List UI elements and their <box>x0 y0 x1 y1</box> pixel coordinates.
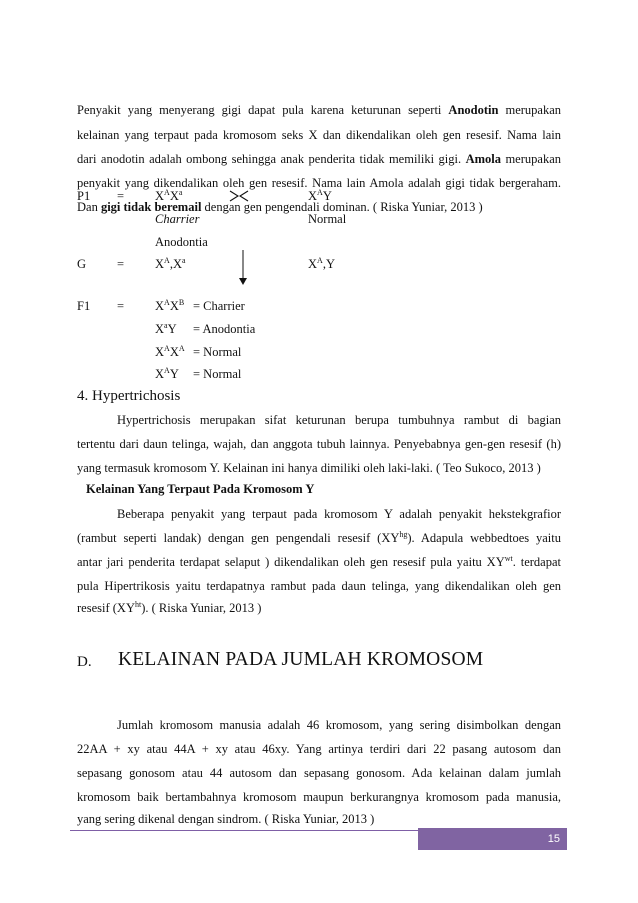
text-span: Penyakit yang menyerang gigi dapat pula karena keturunan seperti <box>77 103 449 117</box>
f1-genotype-4: $X^AY$ <box>155 366 179 381</box>
g-equals: = <box>117 257 125 271</box>
cross-symbol-icon <box>229 190 249 202</box>
term-amola: Amola <box>465 152 501 166</box>
paragraph1-line4: penyakit yang dikendalikan oleh gen resesif. Nama lain Amola adalah gigi tidak bergeraham. <box>77 176 561 190</box>
sectionD-line3: sepasang gonosom atau 44 autosom dan sepasang gonosom. Ada kelainan dalam jumlah <box>77 766 561 780</box>
f1-result-1: = Charrier <box>193 299 245 313</box>
paragraph1-line2: kelainan yang terpaut pada kromosom seks X dan dikendalikan oleh gen resesif. Nama lain <box>77 128 561 142</box>
p1-equals: = <box>117 189 125 203</box>
text-span: merupakan <box>501 152 561 166</box>
p1-label: P1 <box>77 189 91 203</box>
f1-genotype-3: $X^AX^A$ <box>155 344 185 359</box>
arrow-down-icon <box>238 250 248 286</box>
p1-a-phenotype-2: Anodontia <box>155 235 208 249</box>
f1-genotype-2: $X^aY$ <box>155 321 177 336</box>
sectionD-letter: D. <box>77 654 92 670</box>
f1-equals: = <box>117 299 125 313</box>
f1-result-4: = Normal <box>193 367 242 381</box>
f1-result-3: = Normal <box>193 345 242 359</box>
section4-line1: Hypertrichosis merupakan sifat keturunan berupa tumbuhnya rambut di bagian <box>117 413 561 427</box>
g-label: G <box>77 257 87 271</box>
subsection-heading: Kelainan Yang Terpaut Pada Kromosom Y <box>86 482 315 496</box>
text-span: Dan <box>77 200 101 214</box>
sectionD-line1: Jumlah kromosom manusia adalah 46 kromosom, yang sering disimbolkan dengan <box>117 718 561 732</box>
section4-heading: 4. Hypertrichosis <box>77 388 181 404</box>
g-gametes-a: $X^A,X^a$ <box>155 256 186 271</box>
subsection-line2: (rambut seperti landak) dengan gen pengendali resesif $(XY^{hg})$. Adapula webbedtoes yaitu <box>77 530 561 545</box>
text-span: merupakan <box>498 103 562 117</box>
sectionD-line4: kromosom baik bertambahnya kromosom maupun berkurangnya kromosom pada manusia, <box>77 790 561 804</box>
term-gigi-tidak-beremail: gigi tidak beremail <box>100 200 202 214</box>
subsection-line4: pula Hipertrikosis yaitu terdapatnya rambut pada daun telinga, yang dikendalikan oleh gen <box>77 579 561 593</box>
text-span: dari anodotin adalah ombong sehingga anak penderita tidak memiliki gigi. <box>77 152 466 166</box>
paragraph1-line1 <box>77 102 561 118</box>
paragraph1-line3 <box>77 151 561 167</box>
page-number: 15 <box>418 828 567 850</box>
p1-genotype-b: $X^AY$ <box>308 188 332 203</box>
f1-genotype-1: $X^AX^B$ <box>155 298 185 313</box>
p1-genotype-a: $X^AX^a$ <box>155 188 183 203</box>
g-gametes-b: $X^A,Y$ <box>308 256 335 271</box>
section4-line2: tertentu dari daun telinga, wajah, dan anggota tubuh lainnya. Penyebabnya gen-gen resesif (h) <box>77 437 561 451</box>
f1-label: F1 <box>77 299 91 313</box>
subsection-line3: antar jari penderita terdapat selaput ) dikendalikan oleh gen resesif pula yaitu $XY^{wt}$. terdapat <box>77 554 561 569</box>
p1-a-phenotype: Charrier <box>155 212 200 226</box>
text-span: dengan gen pengendali dominan. ( Riska Yuniar, 2013 ) <box>201 200 483 214</box>
f1-result-2: = Anodontia <box>193 322 256 336</box>
subsection-line1: Beberapa penyakit yang terpaut pada kromosom Y adalah penyakit hekstekgrafior <box>117 507 561 521</box>
p1-b-phenotype: Normal <box>308 212 347 226</box>
term-anodotin: Anodotin <box>448 103 499 117</box>
subsection-line5: resesif $(XY^{ht})$. ( Riska Yuniar, 2013 ) <box>77 600 262 615</box>
sectionD-title: KELAINAN PADA JUMLAH KROMOSOM <box>118 649 484 670</box>
sectionD-line2: 22AA + xy atau 44A + xy atau 46xy. Yang artinya terdiri dari 22 pasang autosom dan <box>77 742 561 756</box>
sectionD-line5: yang sering dikenal dengan sindrom. ( Riska Yuniar, 2013 ) <box>77 812 375 826</box>
section4-line3: yang termasuk kromosom Y. Kelainan ini hanya dimiliki oleh laki-laki. ( Teo Sukoco, 2013 ) <box>77 461 541 475</box>
